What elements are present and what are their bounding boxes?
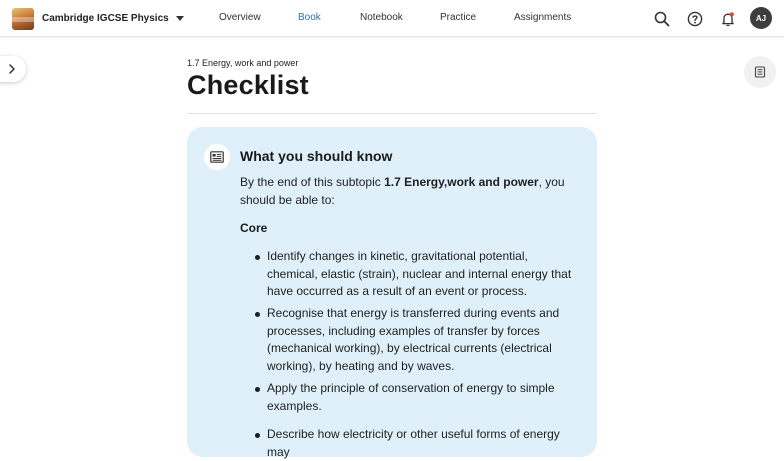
bullet	[255, 255, 260, 260]
avatar[interactable]	[750, 7, 772, 29]
intro-text: By the end of this subtopic 1.7 Energy,work and power, you should be able to:	[240, 175, 565, 207]
list-item: Identify changes in kinetic, gravitational potential, chemical, elastic (strain), nuclear and internal energy that have occurred as a result of an event or process.	[240, 248, 580, 301]
section-label-core: Core	[240, 221, 268, 235]
avatar-initials: AJ	[755, 13, 767, 23]
list-item: Describe how electricity or other useful forms of energy may	[240, 426, 580, 461]
chevron-right-icon	[8, 64, 16, 74]
page-title: Checklist	[187, 70, 309, 100]
subtopic-name: 1.7 Energy,work and power	[384, 175, 539, 189]
bell-icon[interactable]	[718, 9, 738, 29]
bullet	[255, 387, 260, 392]
notes-panel-button[interactable]	[744, 56, 776, 88]
search-icon[interactable]	[652, 9, 672, 29]
divider	[187, 113, 597, 114]
list-item: Recognise that energy is transferred during events and processes, including examples of transfer by forces (mechanical working), by electrical currents (electrical working), by heating and by waves.	[240, 305, 580, 375]
article-icon	[204, 144, 230, 170]
bullet	[255, 433, 260, 438]
nav-practice[interactable]: Practice	[440, 12, 477, 23]
top-bar	[0, 0, 784, 37]
nav-notebook[interactable]: Notebook	[360, 12, 403, 23]
list-item: Apply the principle of conservation of energy to simple examples.	[240, 380, 580, 415]
nav-book[interactable]: Book	[298, 12, 321, 23]
notes-icon	[754, 66, 766, 78]
breadcrumb: 1.7 Energy, work and power	[187, 58, 299, 68]
card-heading: What you should know	[240, 148, 393, 164]
learning-objectives-card	[187, 127, 597, 457]
sidebar-expand-button[interactable]	[0, 56, 26, 82]
nav-overview[interactable]: Overview	[219, 12, 261, 23]
book-title: Cambridge IGCSE Physics	[42, 13, 169, 24]
help-icon[interactable]	[685, 9, 705, 29]
bullet	[255, 312, 260, 317]
nav-assignments[interactable]: Assignments	[514, 12, 572, 23]
notification-dot	[730, 12, 734, 16]
